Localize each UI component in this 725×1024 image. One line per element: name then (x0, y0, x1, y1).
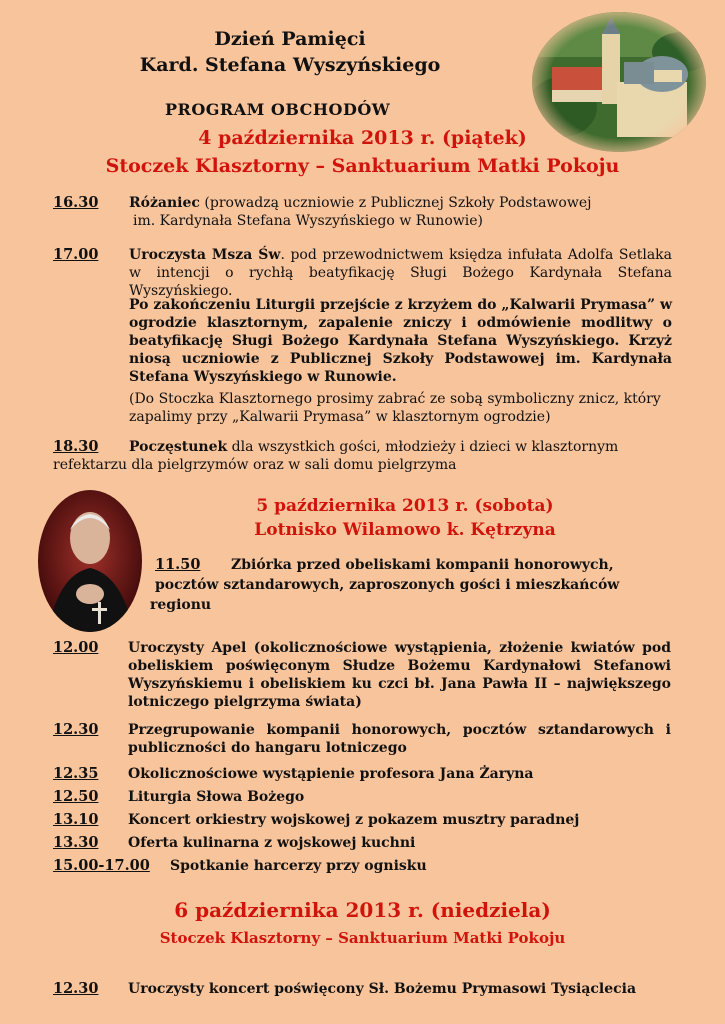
title-line-1: Dzień Pamięci (214, 28, 366, 50)
event-procession-text: Po zakończeniu Liturgii przejście z krzyżem do „Kalwarii Prymasa” w ogrodzie klasztornym, zapalenie zniczy i odmówienie modlitwy o beatyfikację Sługi Bożego Kardynała Stefana Wyszyńskiego. Krzyż niosą uczniowie z Publicznej Szkoły Podstawowej im. Kardynała Stefana Wyszyńskiego w Runowie. (129, 297, 672, 385)
event-text: Zbiórka przed obeliskami kompanii honorowych, (231, 557, 614, 573)
event-time: 18.30 (53, 438, 99, 455)
event-text: Spotkanie harcerzy przy ognisku (170, 858, 427, 874)
event-text: pocztów sztandarowych, zaproszonych gości i mieszkańców (155, 577, 620, 593)
schedule-row (53, 857, 725, 877)
schedule-row (53, 811, 725, 831)
event-description (129, 438, 689, 456)
schedule-row (53, 639, 725, 719)
event-text: regionu (150, 597, 212, 613)
day2-place: Lotnisko Wilamowo k. Kętrzyna (254, 520, 556, 540)
event-time: 11.50 (155, 556, 201, 573)
event-time: 13.30 (53, 834, 99, 851)
schedule-row (53, 765, 725, 785)
event-description (129, 246, 672, 300)
event-title: Różaniec (129, 195, 200, 211)
event-time: 12.30 (53, 721, 99, 738)
day3-date: 6 października 2013 r. (niedziela) (174, 898, 551, 922)
event-time: 17.00 (53, 246, 99, 263)
day3-place: Stoczek Klasztorny – Sanktuarium Matki Pokoju (159, 929, 566, 947)
schedule-row (53, 788, 725, 808)
program-heading: PROGRAM OBCHODÓW (165, 100, 391, 119)
event-time: 12.30 (53, 980, 99, 997)
event-text: Koncert orkiestry wojskowej z pokazem musztry paradnej (128, 812, 580, 828)
cardinal-portrait-illustration (38, 490, 142, 632)
event-time: 12.50 (53, 788, 99, 805)
event-time: 12.00 (53, 639, 99, 656)
event-time: 12.35 (53, 765, 99, 782)
event-text: dla wszystkich gości, młodzieży i dzieci w klasztornym (231, 439, 619, 455)
event-text: Przegrupowanie kompanii honorowych, pocztów sztandarowych i publiczności do hangaru lotniczego (128, 722, 671, 756)
event-text: Okolicznościowe wystąpienie profesora Jana Żaryna (128, 766, 534, 782)
cardinal-portrait (38, 490, 142, 632)
schedule-row (53, 721, 725, 761)
event-text: . pod przewodnictwem księdza infułata Adolfa Setlaka w intencji o rychłą beatyfikację Sługi Bożego Kardynała Stefana Wyszyńskiego. (129, 247, 673, 299)
event-text-cont: refektarzu dla pielgrzymów oraz w sali domu pielgrzyma (53, 457, 457, 473)
event-note: (Do Stoczka Klasztornego prosimy zabrać ze sobą symboliczny znicz, który zapalimy przy „Kalwarii Prymasa” w klasztornym ogrodzie) (129, 391, 661, 425)
day1-date: 4 października 2013 r. (piątek) (198, 127, 527, 149)
event-time: 13.10 (53, 811, 99, 828)
day2-date: 5 października 2013 r. (sobota) (256, 496, 554, 516)
schedule-row (53, 834, 725, 854)
event-title: Uroczysta Msza Św (129, 247, 281, 263)
event-text: Uroczysty Apel (okolicznościowe wystąpienia, złożenie kwiatów pod obeliskiem poświęconym Słudze Bożemu Kardynałowi Stefanowi Wyszyńskiemu i obeliskiem ku czci bł. Jana Pawła II – największego lotniczego pielgrzyma świata) (128, 640, 671, 710)
schedule-row (53, 980, 725, 1000)
event-text: Oferta kulinarna z wojskowej kuchni (128, 835, 416, 851)
title-line-2: Kard. Stefana Wyszyńskiego (139, 54, 441, 76)
event-text: Uroczysty koncert poświęcony Sł. Bożemu Prymasowi Tysiąclecia (128, 981, 637, 997)
event-time: 16.30 (53, 194, 99, 211)
event-description (129, 194, 689, 212)
event-title: Poczęstunek (129, 439, 228, 455)
event-text-cont: im. Kardynała Stefana Wyszyńskiego w Runowie) (133, 213, 483, 229)
event-time: 15.00-17.00 (53, 857, 150, 874)
day1-place: Stoczek Klasztorny – Sanktuarium Matki Pokoju (105, 155, 620, 177)
event-text: Liturgia Słowa Bożego (128, 789, 305, 805)
event-text: (prowadzą uczniowie z Publicznej Szkoły Podstawowej (204, 195, 592, 211)
